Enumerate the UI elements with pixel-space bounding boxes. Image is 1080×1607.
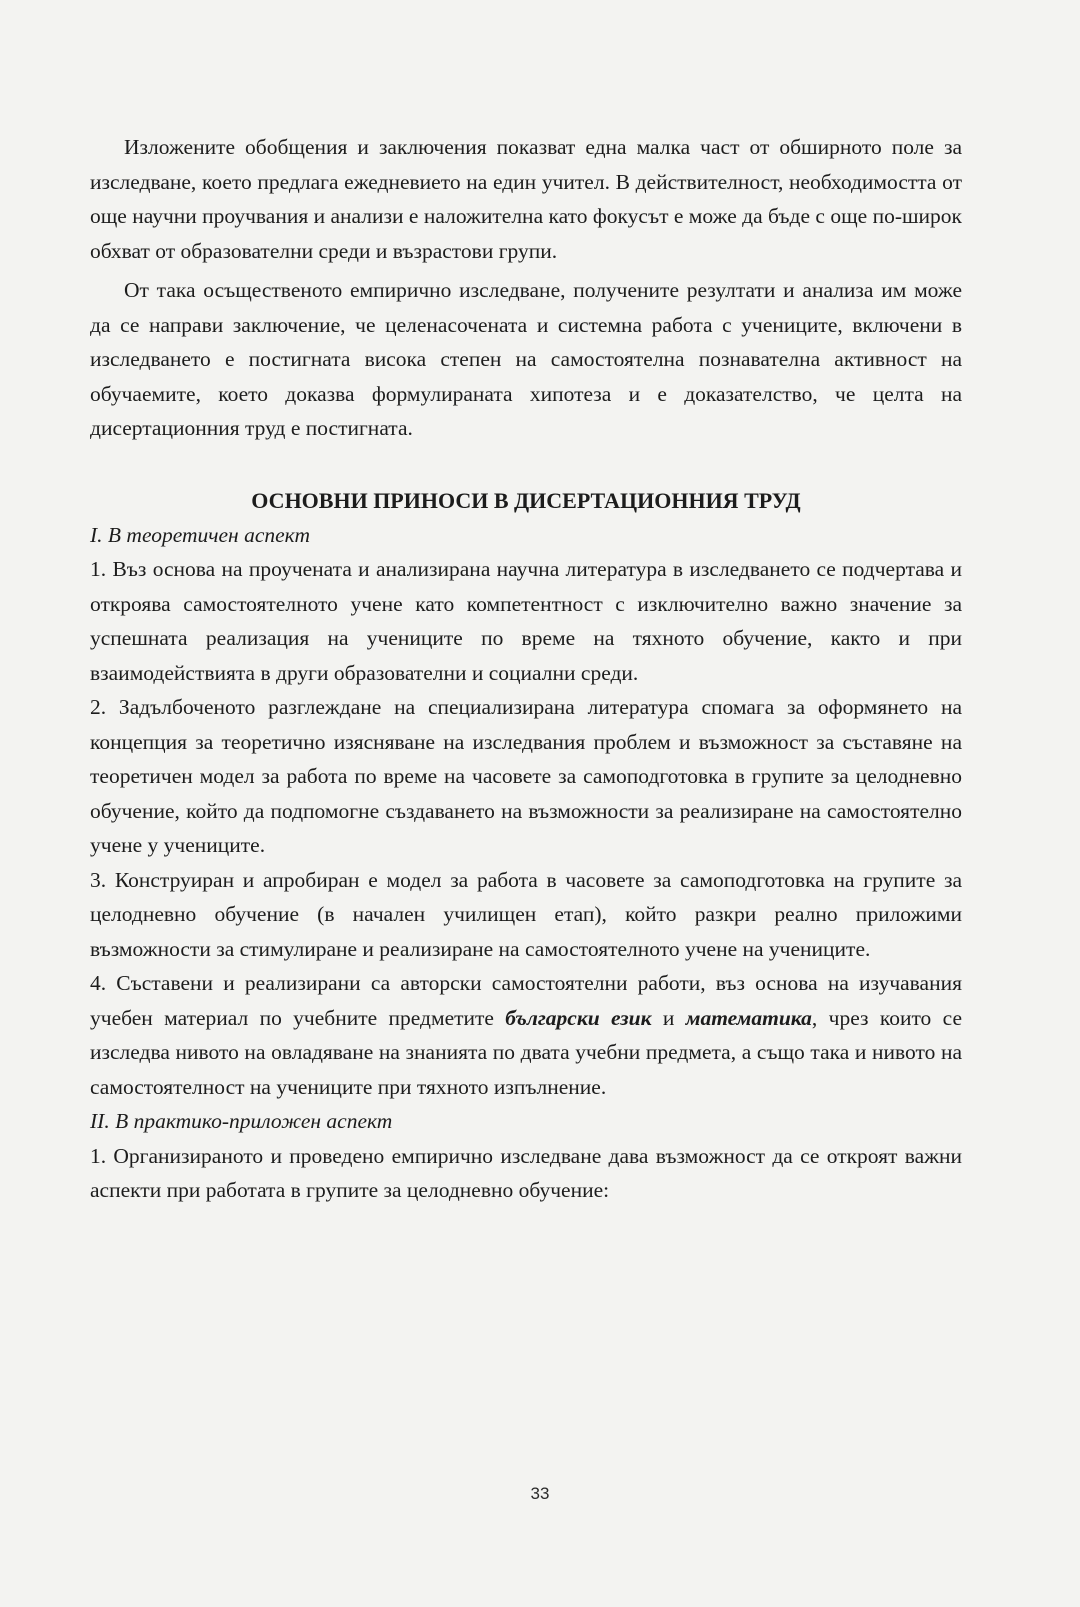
subject-mathematics: математика — [685, 1005, 812, 1030]
conclusion-paragraph-1: Изложените обобщения и заключения показват една малка част от обширното поле за изследване, което предлага ежедневието на един учител. В действителност, необходимостта от още научни проучвания и анализи е наложителна като фокусът е може да бъде с още по-широк обхват от образователни среди и възрастови групи. — [90, 135, 962, 263]
document-page — [90, 130, 962, 1208]
theoretical-item-1: 1. Въз основа на проучената и анализирана научна литература в изследването се подчертава и откроява самостоятелното учене като компетентност с изключително важно значение за успешната реализация на учениците по време на тяхното обучение, както и при взаимодействията в други образователни и социални среди. — [90, 557, 962, 685]
theoretical-item-4-text-start: 4. Съставени и реализирани са авторски самостоятелни работи, въз основа на изучавания учебен материал по учебните предметите — [90, 971, 962, 1030]
theoretical-item-4-text-end: , чрез които се изследва нивото на овладяване на знанията по двата учебни предмета, а също така и нивото на самостоятелност на учениците при тяхното изпълнение. — [90, 1005, 962, 1099]
theoretical-item-2: 2. Задълбоченото разглеждане на специализирана литература спомага за оформянето на концепция за теоретично изясняване на изследвания проблем и възможност за съставяне на теоретичен модел за работа по време на часовете за самоподготовка в групите за целодневно обучение, който да подпомогне създаването на възможности за реализиране на самостоятелно учене у учениците. — [90, 695, 962, 857]
practical-aspect-heading: II. В практико-приложен аспект — [90, 1109, 393, 1133]
page-number: 33 — [530, 1484, 550, 1503]
practical-item-1: 1. Организираното и проведено емпирично изследване дава възможност да се откроят важни аспекти при работата в групите за целодневно обучение: — [90, 1143, 962, 1202]
theoretical-item-3: 3. Конструиран и апробиран е модел за работа в часовете за самоподготовка на групите за целодневно обучение (в начален училищен етап), който разкри реално приложими възможности за стимулиране и реализиране на самостоятелното учене на учениците. — [90, 867, 962, 961]
theoretical-item-4-conjunction: и — [651, 1005, 686, 1030]
contributions-title: ОСНОВНИ ПРИНОСИ В ДИСЕРТАЦИОННИЯ ТРУД — [251, 487, 801, 513]
conclusion-paragraph-2: От така осъщественото емпирично изследване, получените резултати и анализа им може да се направи заключение, че целенасочената и системна работа с учениците, включени в изследването е постигната висока степен на самостоятелна познавателна активност на обучаемите, което доказва формулираната хипотеза и е доказателство, че целта на дисертационния труд е постигната. — [90, 278, 962, 440]
theoretical-item-4 — [90, 966, 962, 1104]
subject-bulgarian-language: български език — [505, 1005, 652, 1030]
theoretical-aspect-heading: I. В теоретичен аспект — [90, 522, 310, 547]
